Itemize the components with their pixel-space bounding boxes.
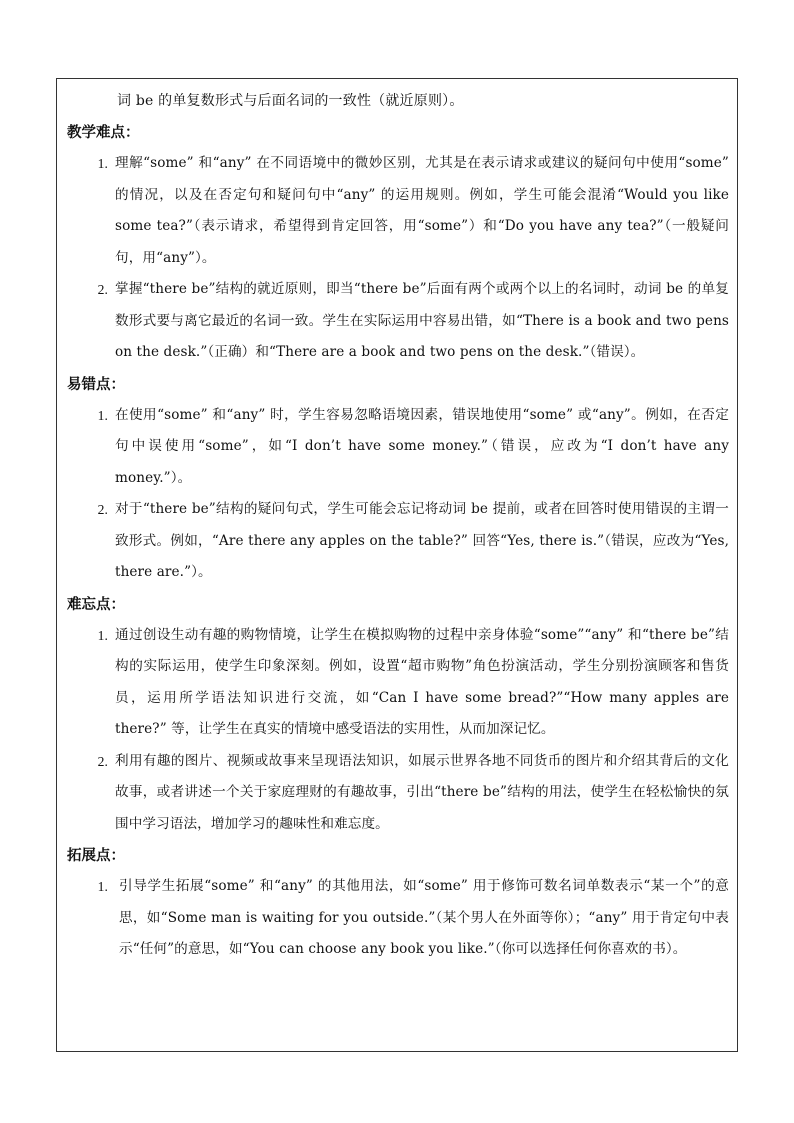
- section-heading: 教学难点：: [67, 124, 140, 141]
- content-table-cell: [56, 78, 738, 1052]
- item-text: 对于“there be”结构的疑问句式，学生可能会忘记将动词 be 提前，或者在回答时使用错误的主谓一致形式。例如，“Are there any apples on the table?” 回答“Yes, there is.”（错误，应改为“Yes, there are.”）。: [115, 501, 729, 580]
- item-text: 在使用“some” 和“any” 时，学生容易忽略语境因素，错误地使用“some” 或“any”。例如，在否定句中误使用“some”，如“I don’t have some money.”（错误，应改为“I don’t have any money.”）。: [115, 406, 729, 486]
- item-number: 1.: [97, 627, 108, 643]
- item-text: 利用有趣的图片、视频或故事来呈现语法知识，如展示世界各地不同货币的图片和介绍其背后的文化故事，或者讲述一个关于家庭理财的有趣故事，引出“there be”结构的用法，使学生在轻松愉快的氛围中学习语法，增加学习的趣味性和难忘度。: [115, 752, 729, 832]
- item-number: 2.: [97, 753, 108, 769]
- section-memorable-points: [63, 589, 731, 841]
- section-heading: 难忘点：: [67, 595, 125, 613]
- item-number: 1.: [97, 879, 108, 894]
- item-text: 理解“some” 和“any” 在不同语境中的微妙区别，尤其是在表示请求或建议的疑问句中使用“some” 的情况，以及在否定句和疑问句中“any” 的运用规则。例如，学生可能会混淆“Would you like some tea?”（表示请求，希望得到肯定回答，用“some”）和“Do you have any tea?”（一般疑问句，用“any”）。: [115, 155, 729, 266]
- list-item: [63, 148, 731, 274]
- item-text: 掌握“there be”结构的就近原则，即当“there be”后面有两个或两个以上的名词时，动词 be 的单复数形式要与离它最近的名词一致。学生在实际运用中容易出错，如“There is a book and two pens on the desk.”（正确）和“There are a book and two pens on the desk.”（错误）。: [115, 281, 729, 360]
- item-number: 2.: [97, 502, 108, 517]
- document-body: [57, 79, 737, 966]
- item-text: 引导学生拓展“some” 和“any” 的其他用法，如“some” 用于修饰可数名词单数表示“某一个”的意思，如“Some man is waiting for you outside.”（某个男人在外面等你）；“any” 用于肯定句中表示“任何”的意思，如“You can choose any book you like.”（你可以选择任何你喜欢的书）。: [119, 878, 729, 957]
- list-item: [63, 400, 731, 495]
- section-error-prone-points: [63, 369, 731, 589]
- item-number: 1.: [97, 156, 108, 171]
- list-item: [63, 746, 731, 841]
- section-heading: 拓展点：: [67, 847, 125, 864]
- list-item: [63, 871, 731, 966]
- list-item: [63, 274, 731, 369]
- section-heading: 易错点：: [67, 375, 125, 393]
- list-item: [63, 494, 731, 589]
- section-teaching-difficulties: [63, 117, 731, 369]
- item-number: 2.: [97, 282, 108, 297]
- list-item: [63, 620, 731, 746]
- continuation-text: 词 be 的单复数形式与后面名词的一致性（就近原则）。: [117, 93, 464, 109]
- section-extension-points: [63, 840, 731, 966]
- item-number: 1.: [97, 407, 108, 423]
- item-text: 通过创设生动有趣的购物情境，让学生在模拟购物的过程中亲身体验“some”“any” 和“there be”结构的实际运用，使学生印象深刻。例如，设置“超市购物”角色扮演活动，学生分别扮演顾客和售货员，运用所学语法知识进行交流，如“Can I have some bread?”“How many apples are there?” 等，让学生在真实的情境中感受语法的实用性，从而加深记忆。: [115, 626, 729, 737]
